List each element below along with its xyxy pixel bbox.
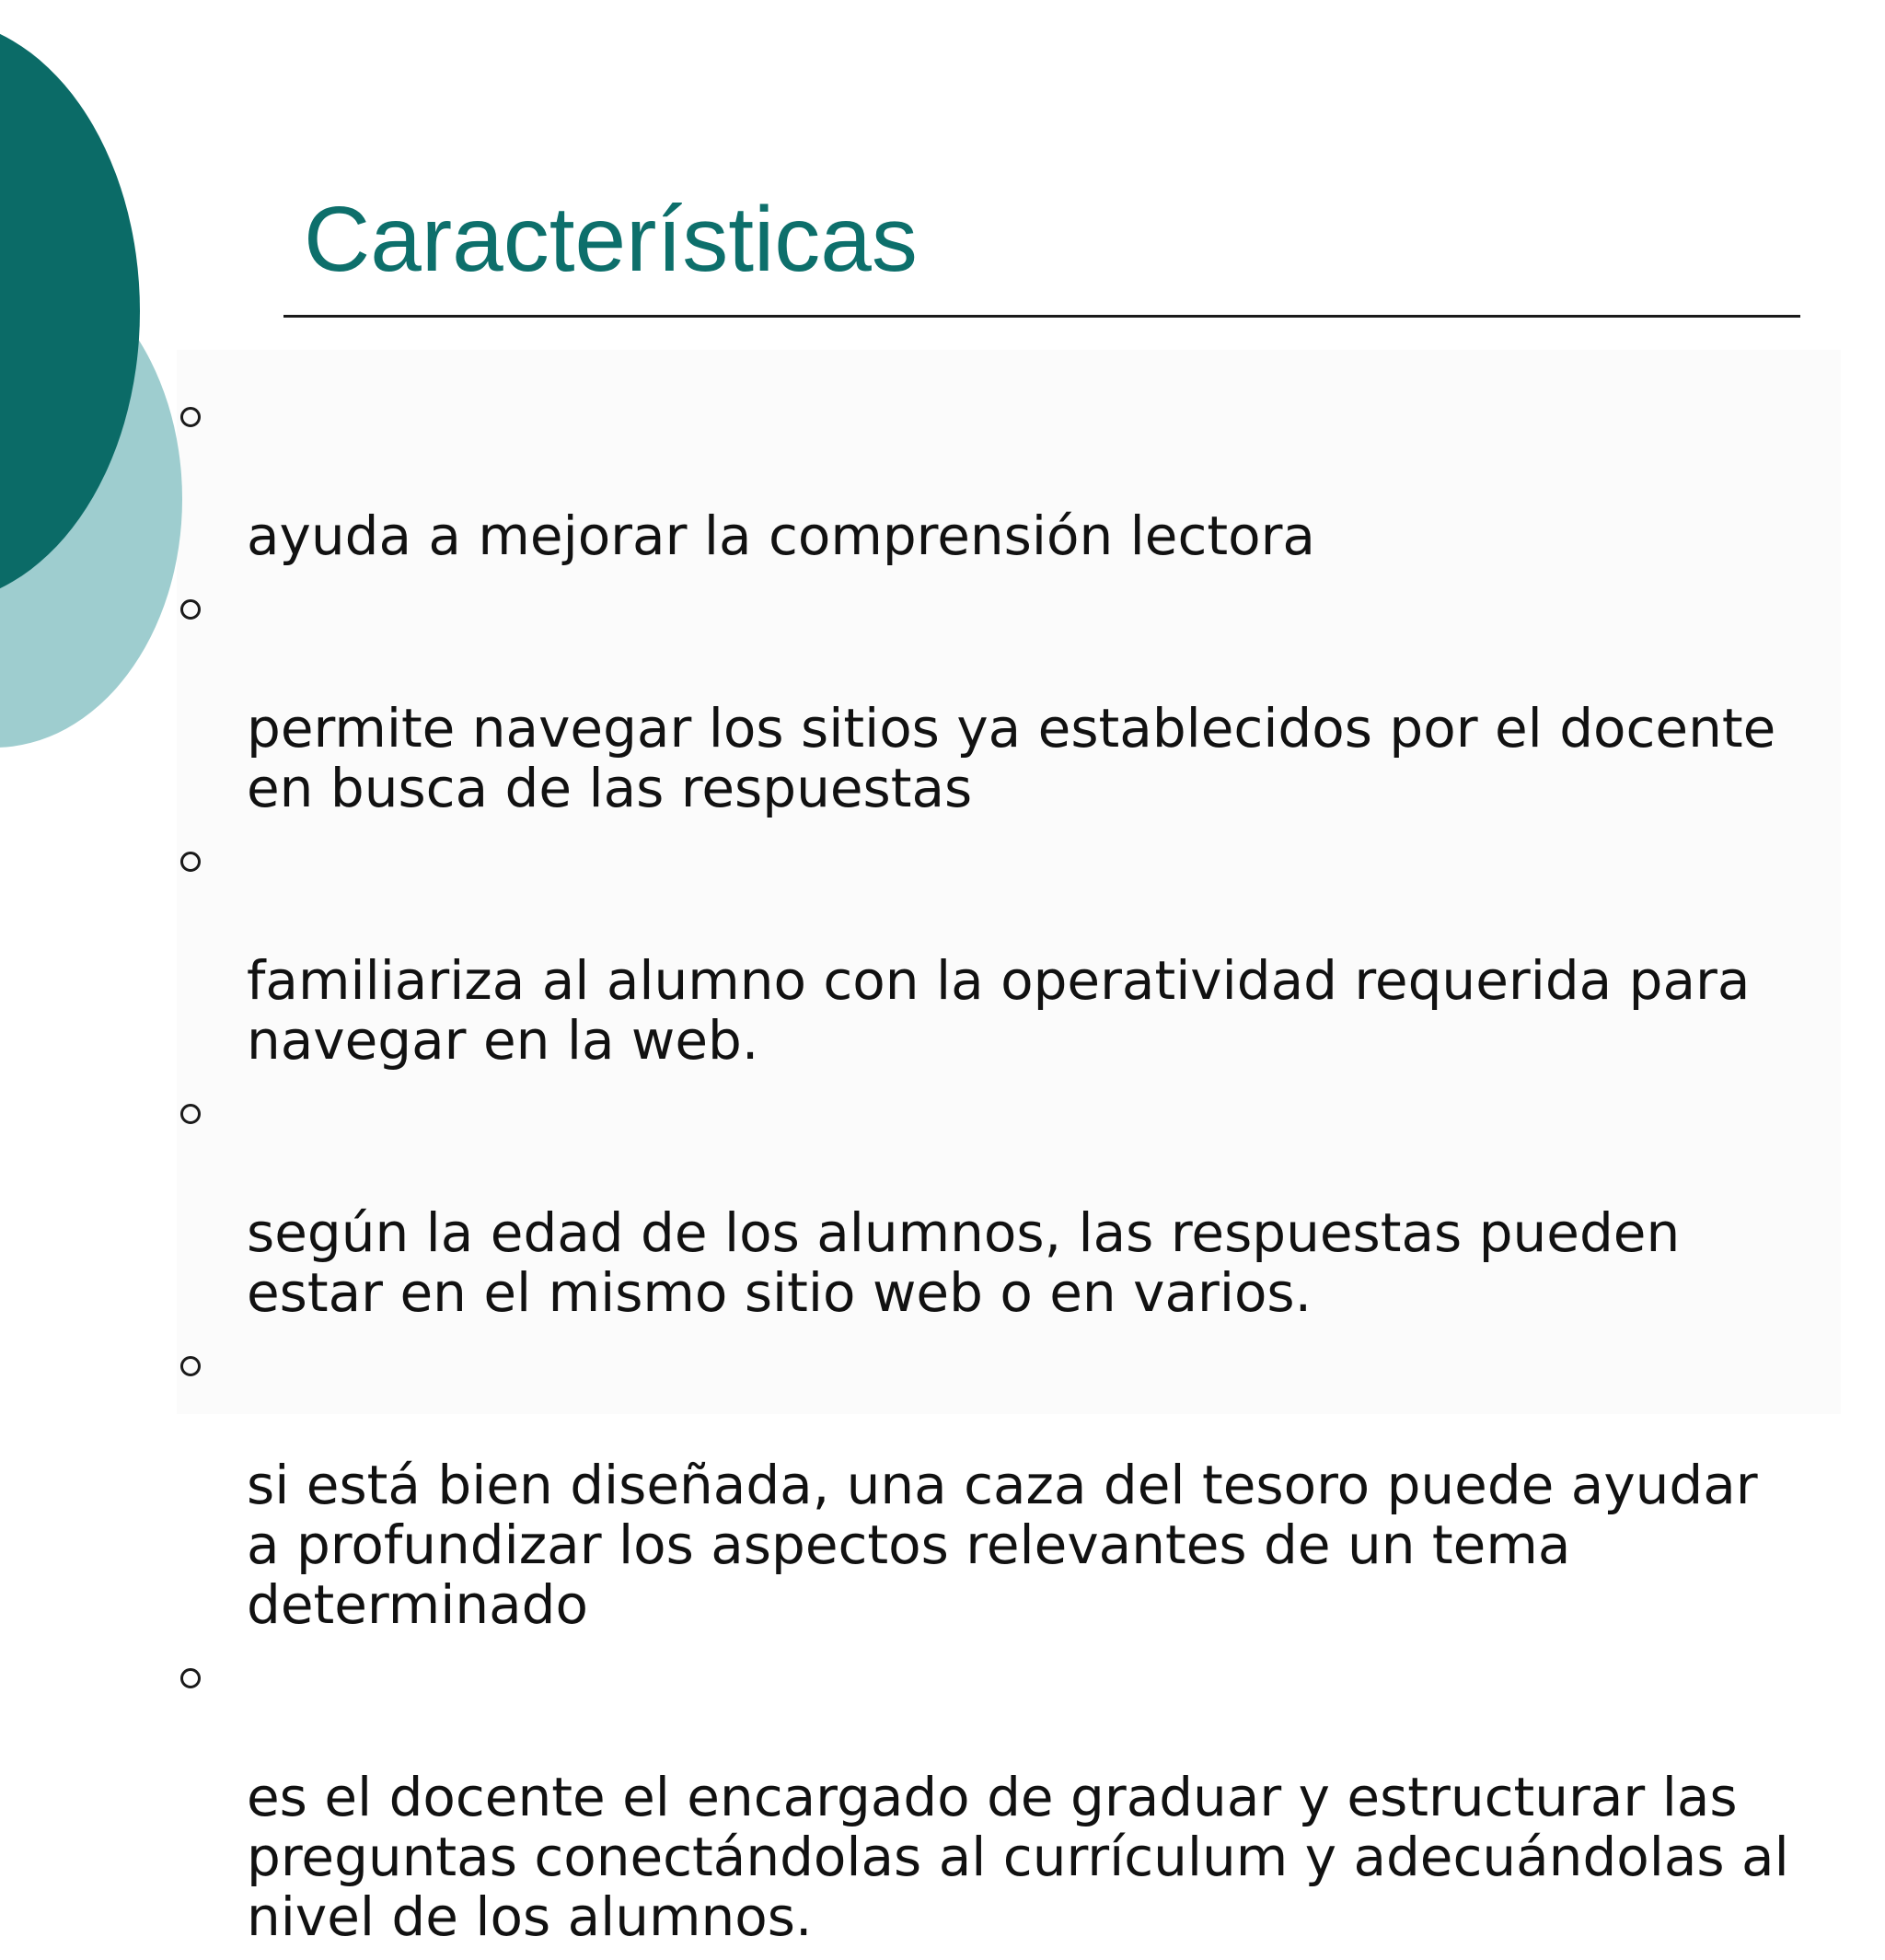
title-underline-divider — [283, 315, 1800, 318]
bullet-icon — [180, 407, 201, 427]
bullet-text: si está bien diseñada, una caza del tesoro puede ayudar a profundizar los aspectos relevantes de un tema determinado — [247, 1454, 1758, 1636]
bullet-icon — [180, 852, 201, 872]
bullet-list — [180, 387, 1846, 1960]
bullet-text: permite navegar los sitios ya establecidos por el docente en busca de las respuestas — [247, 697, 1776, 819]
bullet-text: según la edad de los alumnos, las respuestas pueden estar en el mismo sitio web o en varios. — [247, 1201, 1681, 1324]
bullet-text: ayuda a mejorar la comprensión lectora — [247, 504, 1315, 567]
bullet-item — [180, 831, 1846, 1071]
bullet-item — [180, 387, 1846, 566]
slide-title: Características — [304, 188, 918, 291]
bullet-icon — [180, 1668, 201, 1688]
bullet-item — [180, 1084, 1846, 1323]
bullet-icon — [180, 1356, 201, 1376]
bullet-item — [180, 1336, 1846, 1635]
bullet-icon — [180, 599, 201, 620]
bullet-text: es el docente el encargado de graduar y estructurar las preguntas conectándolas al currículum y adecuándolas al nivel de los alumnos. — [247, 1766, 1789, 1948]
bullet-item — [180, 1648, 1846, 1947]
bullet-text: familiariza al alumno con la operatividad requerida para navegar en la web. — [247, 949, 1751, 1072]
bullet-icon — [180, 1104, 201, 1124]
bullet-item — [180, 579, 1846, 818]
